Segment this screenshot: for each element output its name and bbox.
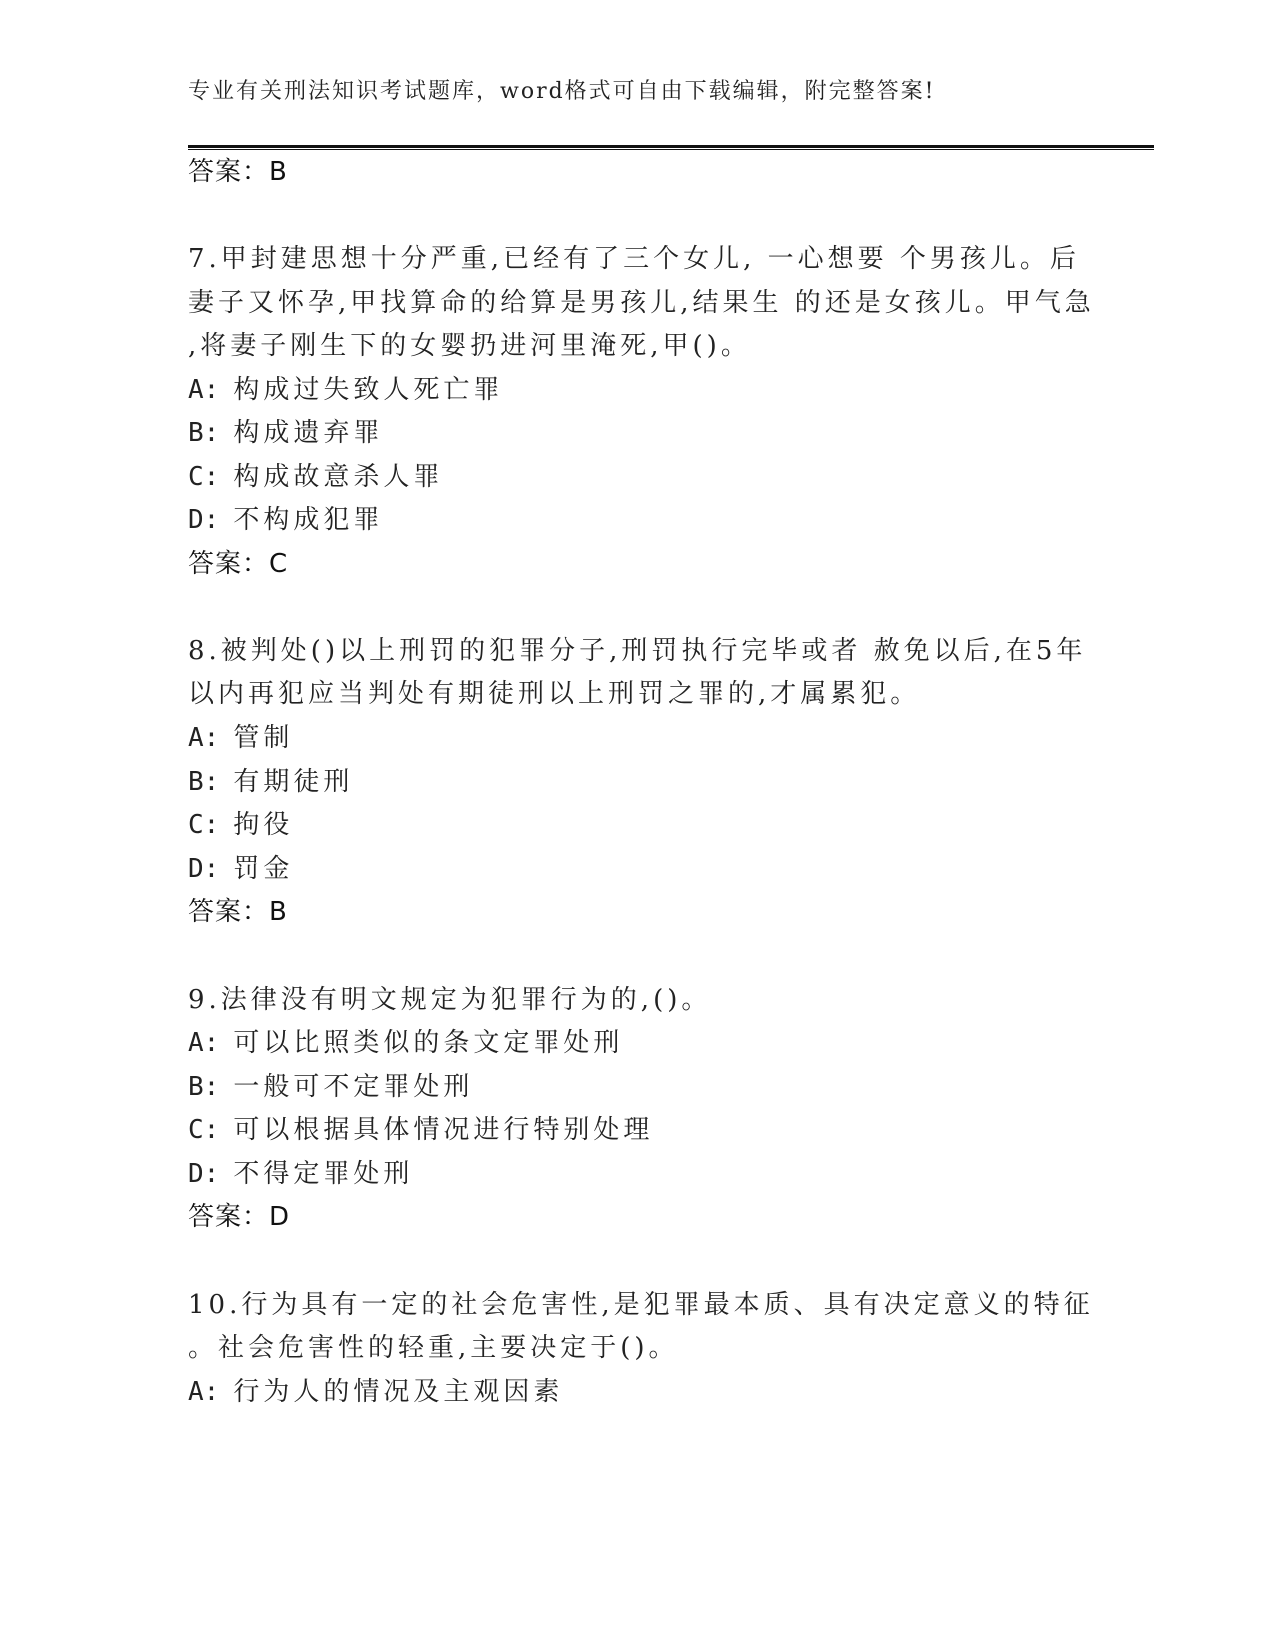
option-text: 行为人的情况及主观因素: [233, 1377, 564, 1407]
option-b: [188, 416, 383, 450]
option-text: 构成故意杀人罪: [233, 462, 444, 492]
option-letter: D:: [188, 505, 220, 535]
option-c: [188, 808, 293, 842]
option-letter: C:: [188, 1115, 220, 1145]
option-d: [188, 852, 293, 886]
option-text: 不得定罪处刑: [233, 1159, 414, 1189]
option-text: 可以根据具体情况进行特别处理: [233, 1115, 654, 1145]
option-text: 管制: [233, 723, 294, 753]
option-letter: A:: [188, 375, 220, 405]
question-text: 妻子又怀孕,甲找算命的给算是男孩儿,结果生 的还是女孩儿。甲气急: [188, 288, 1095, 318]
question-text: 10.行为具有一定的社会危害性,是犯罪最本质、具有决定意义的特征: [188, 1290, 1094, 1320]
question-text: 7.甲封建思想十分严重,已经有了三个女儿, 一心想要 个男孩儿。后: [188, 244, 1080, 274]
page-header: 专业有关刑法知识考试题库，word格式可自由下载编辑，附完整答案!: [188, 79, 936, 104]
option-text: 不构成犯罪: [233, 505, 384, 535]
option-letter: A:: [188, 1377, 220, 1407]
question-text: 。社会危害性的轻重,主要决定于()。: [188, 1333, 679, 1363]
option-text: 罚金: [233, 854, 294, 884]
answer-line: 答案：B: [188, 157, 288, 187]
answer-line: 答案：C: [188, 549, 289, 579]
option-c: [188, 1113, 653, 1147]
option-c: [188, 460, 443, 494]
option-b: [188, 765, 353, 799]
option-a: [188, 1375, 563, 1409]
option-letter: A:: [188, 723, 220, 753]
option-d: [188, 503, 383, 537]
question-text: ,将妻子刚生下的女婴扔进河里淹死,甲()。: [188, 331, 751, 361]
option-a: [188, 1026, 623, 1060]
option-text: 有期徒刑: [233, 767, 354, 797]
option-letter: C:: [188, 810, 220, 840]
option-letter: B:: [188, 418, 220, 448]
question-text: 8.被判处()以上刑罚的犯罪分子,刑罚执行完毕或者 赦免以后,在5年: [188, 636, 1087, 666]
option-letter: D:: [188, 854, 220, 884]
option-letter: D:: [188, 1159, 220, 1189]
option-a: [188, 721, 293, 755]
option-text: 构成遗弃罪: [233, 418, 384, 448]
option-letter: A:: [188, 1028, 220, 1058]
option-text: 构成过失致人死亡罪: [233, 375, 504, 405]
option-text: 拘役: [233, 810, 294, 840]
header-rule: [188, 145, 1154, 150]
answer-line: 答案：B: [188, 897, 288, 927]
question-text: 以内再犯应当判处有期徒刑以上刑罚之罪的,才属累犯。: [188, 679, 921, 709]
answer-line: 答案：D: [188, 1202, 291, 1232]
option-letter: B:: [188, 767, 220, 797]
option-a: [188, 373, 503, 407]
option-text: 可以比照类似的条文定罪处刑: [233, 1028, 624, 1058]
question-text: 9.法律没有明文规定为犯罪行为的,()。: [188, 985, 712, 1015]
option-text: 一般可不定罪处刑: [233, 1072, 474, 1102]
option-letter: C:: [188, 462, 220, 492]
option-letter: B:: [188, 1072, 220, 1102]
option-d: [188, 1157, 413, 1191]
option-b: [188, 1070, 473, 1104]
